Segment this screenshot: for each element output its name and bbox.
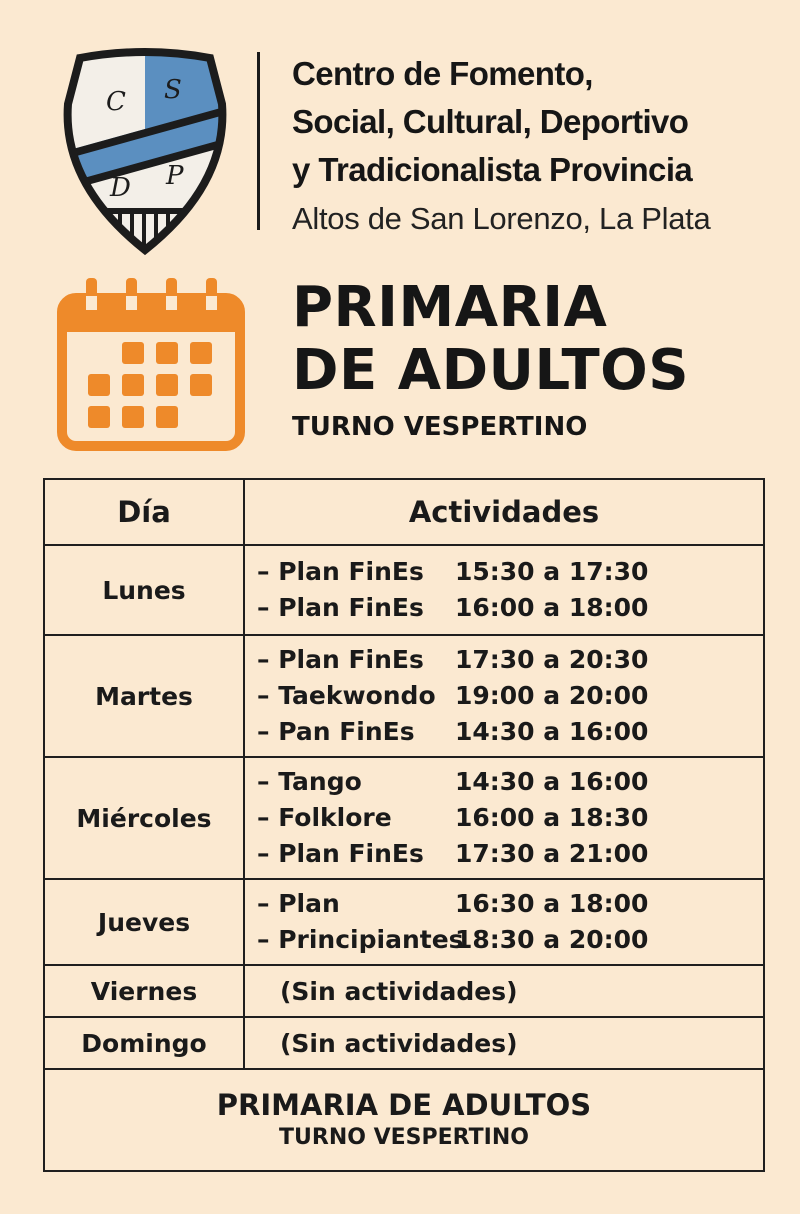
activity-item	[257, 678, 763, 714]
day-label: Miércoles	[44, 757, 244, 879]
activity-time: 15:30 a 17:30	[455, 557, 649, 586]
activities-cell	[244, 635, 764, 757]
activity-name: – Principiantes	[257, 925, 464, 954]
table-row	[44, 545, 764, 635]
activity-time: 14:30 a 16:00	[455, 717, 649, 746]
crest-letter-d: D	[110, 173, 131, 203]
header-activities: Actividades	[244, 479, 764, 545]
page-title-line-2: DE ADULTOS	[292, 338, 690, 403]
schedule-table	[43, 478, 765, 1172]
activity-time: 17:30 a 20:30	[455, 645, 649, 674]
activity-item	[257, 764, 763, 800]
table-row	[44, 1017, 764, 1069]
crest-letter-c: C	[106, 87, 126, 117]
activity-time: 14:30 a 16:00	[455, 767, 649, 796]
day-label: Jueves	[44, 879, 244, 965]
activities-cell	[244, 545, 764, 635]
club-name-line: y Tradicionalista Provincia	[292, 151, 693, 188]
activity-time: 16:00 a 18:30	[455, 803, 649, 832]
activity-item	[257, 836, 763, 872]
activity-item	[257, 922, 763, 958]
table-row	[44, 879, 764, 965]
activity-name: – Plan	[257, 889, 340, 918]
footer-title: PRIMARIA DE ADULTOS	[216, 1088, 592, 1122]
activities-cell	[244, 757, 764, 879]
page-title-line-1: PRIMARIA	[292, 275, 608, 340]
activity-time: 17:30 a 21:00	[455, 839, 649, 868]
day-label: Domingo	[44, 1017, 244, 1069]
club-name	[292, 50, 710, 244]
activity-name: – Plan FinEs	[257, 645, 424, 674]
activity-time: 16:00 a 18:00	[455, 593, 649, 622]
club-location: Altos de San Lorenzo, La Plata	[292, 201, 711, 236]
club-crest-icon	[62, 44, 228, 256]
activity-item	[257, 642, 763, 678]
no-activities-note: (Sin actividades)	[244, 965, 764, 1017]
page-subtitle: TURNO VESPERTINO	[292, 412, 588, 442]
table-row	[44, 757, 764, 879]
no-activities-note: (Sin actividades)	[244, 1017, 764, 1069]
club-name-line: Social, Cultural, Deportivo	[292, 103, 689, 140]
activity-time: 18:30 a 20:00	[455, 925, 649, 954]
activity-name: – Taekwondo	[257, 681, 436, 710]
activity-item	[257, 886, 763, 922]
day-label: Viernes	[44, 965, 244, 1017]
crest-letter-s: S	[164, 75, 182, 105]
title-block	[292, 276, 689, 447]
activity-item	[257, 554, 763, 590]
footer-subtitle: TURNO VESPERTINO	[279, 1125, 529, 1150]
club-name-line: Centro de Fomento,	[292, 55, 593, 92]
day-label: Lunes	[44, 545, 244, 635]
divider	[257, 52, 260, 230]
activities-cell	[244, 879, 764, 965]
activity-item	[257, 800, 763, 836]
activity-time: 19:00 a 20:00	[455, 681, 649, 710]
table-row	[44, 965, 764, 1017]
table-header-row	[44, 479, 764, 545]
activity-name: – Plan FinEs	[257, 557, 424, 586]
activity-name: – Tango	[257, 767, 362, 796]
table-footer-row	[44, 1069, 764, 1171]
day-label: Martes	[44, 635, 244, 757]
activity-item	[257, 590, 763, 626]
calendar-icon	[56, 276, 246, 452]
activity-time: 16:30 a 18:00	[455, 889, 649, 918]
table-row	[44, 635, 764, 757]
crest-letter-p: P	[166, 161, 184, 191]
table-footer	[44, 1069, 764, 1171]
activity-name: – Plan FinEs	[257, 839, 424, 868]
activity-name: – Folklore	[257, 803, 392, 832]
header-day: Día	[44, 479, 244, 545]
activity-name: – Plan FinEs	[257, 593, 424, 622]
activity-item	[257, 714, 763, 750]
header	[0, 0, 800, 270]
activity-name: – Pan FinEs	[257, 717, 415, 746]
